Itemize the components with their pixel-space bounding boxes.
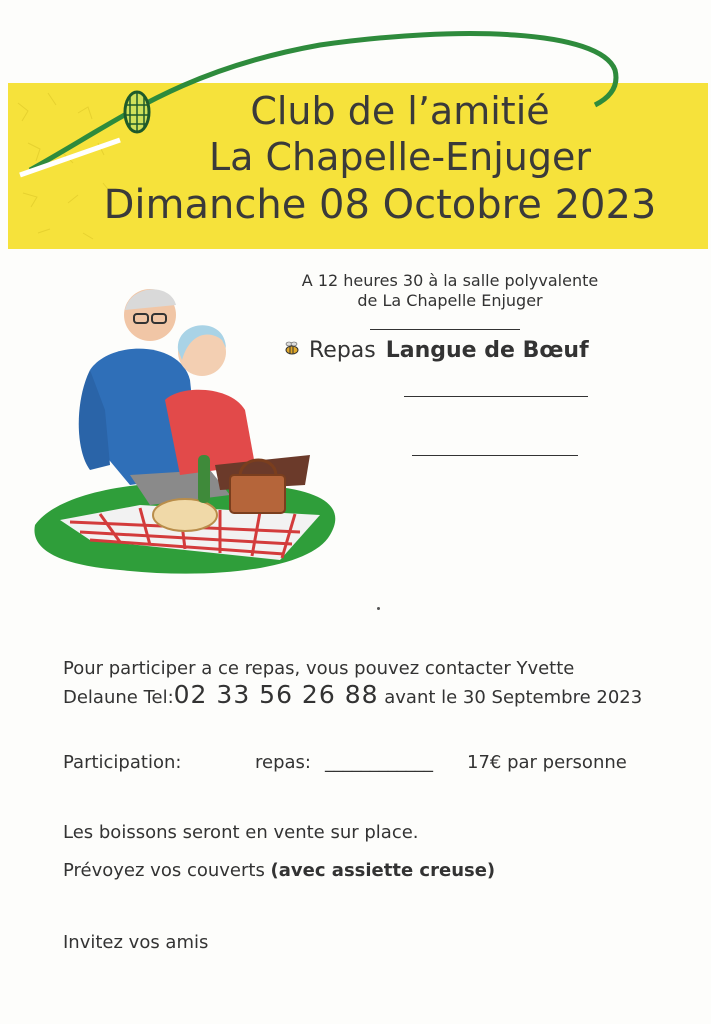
blank-line-1 [404, 396, 588, 397]
meal-dish: Langue de Bœuf [385, 338, 589, 363]
blank-line-2 [412, 455, 578, 456]
cutlery-prefix: Prévoyez vos couverts [63, 860, 271, 881]
event-date-title: Dimanche 08 Octobre 2023 [103, 182, 657, 228]
time-place-line-2: de La Chapelle Enjuger [357, 291, 543, 310]
drinks-note: Les boissons seront en vente sur place. [63, 822, 419, 843]
invite-note: Invitez vos amis [63, 932, 209, 953]
contact-phone: 02 33 56 26 88 [173, 680, 379, 709]
club-name-title: Club de l’amitié [250, 89, 550, 133]
participation-blank: ____________ [325, 752, 433, 773]
contact-paragraph [63, 656, 643, 711]
contact-deadline: avant le 30 Septembre 2023 [378, 687, 643, 708]
participation-price: 17€ par personne [467, 752, 627, 773]
cutlery-note [63, 858, 495, 884]
time-place-line-1: A 12 heures 30 à la salle polyvalente [301, 271, 599, 290]
divider-rule [370, 329, 520, 330]
participation-item: repas: [255, 752, 311, 773]
cutlery-bold: (avec assiette creuse) [270, 860, 496, 881]
town-title: La Chapelle-Enjuger [208, 135, 591, 179]
meal-label: Repas [309, 338, 376, 363]
contact-intro: Pour participer a ce repas, vous pouvez contacter Yvette Delaune Tel: [63, 658, 575, 708]
participation-label: Participation: [63, 752, 182, 773]
stray-mark [377, 607, 380, 610]
picnic-couple-illustration [30, 270, 350, 590]
